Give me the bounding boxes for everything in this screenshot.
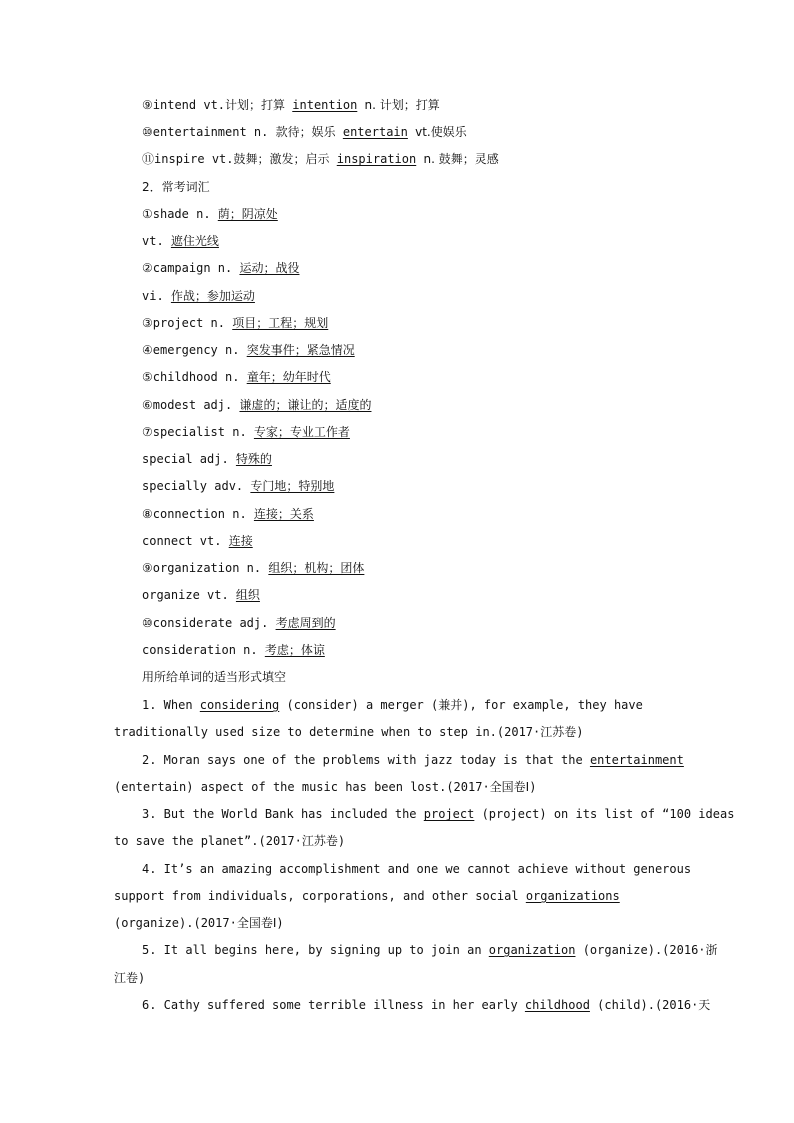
exercise-3: 3. But the World Bank has included the project (project) on its list of “100 ideas [142, 807, 735, 821]
answer-blank: 谦虚的；谦让的；适度的 [239, 398, 372, 412]
entry-prefix: ⑨organization n. [142, 561, 269, 575]
exercise-5: 5. It all begins here, by signing up to join an organization (organize).(2016·浙 [142, 943, 718, 957]
entry-prefix: connect vt. [142, 534, 229, 548]
derived-meaning: n. 鼓舞；灵感 [423, 152, 499, 166]
exercise-2: 2. Moran says one of the problems with jazz today is that the entertainment [142, 753, 684, 767]
entry-word: intend vt. [152, 98, 226, 112]
entry-prefix: ⑦specialist n. [142, 425, 254, 439]
vocab-entry [142, 287, 255, 305]
exercise-1: 1. When considering (consider) a merger (兼并), for example, they have [142, 698, 643, 712]
entry-number: ⑪ [142, 152, 155, 166]
answer-blank: 考虑周到的 [275, 616, 336, 630]
entry-meaning: 计划；打算 [225, 98, 286, 112]
entry-prefix: ③project n. [142, 316, 233, 330]
entry-prefix: vt. [142, 234, 171, 248]
entry-prefix: ④emergency n. [142, 343, 247, 357]
entry-prefix: specially adv. [142, 479, 251, 493]
answer-blank: 考虑；体谅 [264, 643, 325, 657]
entry-prefix: ②campaign n. [142, 261, 240, 275]
vocab-entry [142, 205, 278, 223]
vocab-entry [142, 368, 331, 386]
exercise-2-cont: (entertain) aspect of the music has been lost.(2017·全国卷Ⅰ) [114, 780, 537, 794]
answer-blank: organization [488, 943, 576, 957]
exercise-heading: 用所给单词的适当形式填空 [142, 670, 287, 684]
answer-blank: 突发事件；紧急情况 [246, 343, 355, 357]
answer-blank: organizations [525, 889, 620, 903]
answer-blank: 连接 [228, 534, 253, 548]
vocab-entry [142, 505, 314, 523]
exercise-4: 4. It’s an amazing accomplishment and one we cannot achieve without generous [142, 862, 692, 876]
answer-blank: 作战；参加运动 [170, 289, 255, 303]
answer-blank: inspiration [336, 152, 417, 166]
answer-blank: 遮住光线 [170, 234, 219, 248]
answer-blank: 组织 [235, 588, 260, 602]
exercise-1-cont: traditionally used size to determine when to step in.(2017·江苏卷) [114, 725, 584, 739]
vocab-entry [142, 559, 364, 577]
answer-blank: 项目；工程；规划 [232, 316, 329, 330]
vocab-entry [142, 450, 272, 468]
exercise-5-cont: 江卷) [114, 971, 146, 985]
entry-prefix: ⑤childhood n. [142, 370, 247, 384]
entry-number: ⑨ [142, 98, 153, 112]
answer-blank: considering [199, 698, 280, 712]
vocab-entry [142, 259, 299, 277]
vocab-entry [142, 150, 499, 168]
entry-meaning: 鼓舞；激发；启示 [233, 152, 330, 166]
entry-prefix: ⑩considerate adj. [142, 616, 276, 630]
vocab-entry [142, 341, 355, 359]
exercise-4-cont: support from individuals, corporations, and other social organizations [114, 889, 620, 903]
vocab-entry [142, 123, 467, 141]
entry-number: ⑩ [142, 125, 153, 139]
vocab-entry [142, 314, 328, 332]
vocab-entry [142, 396, 371, 414]
entry-prefix: special adj. [142, 452, 236, 466]
answer-blank: 连接；关系 [253, 507, 314, 521]
vocab-entry [142, 532, 253, 550]
vocab-entry [142, 477, 334, 495]
exercise-3-cont: to save the planet”.(2017·江苏卷) [114, 834, 346, 848]
answer-blank: 专门地；特别地 [250, 479, 335, 493]
vocab-entry [142, 232, 219, 250]
entry-prefix: ⑥modest adj. [142, 398, 240, 412]
entry-prefix: consideration n. [142, 643, 265, 657]
entry-word: inspire vt. [154, 152, 234, 166]
answer-blank: 特殊的 [235, 452, 272, 466]
entry-meaning: 款待；娱乐 [275, 125, 336, 139]
answer-blank: 童年；幼年时代 [246, 370, 331, 384]
vocab-entry [142, 586, 260, 604]
exercise-4-cont: (organize).(2017·全国卷Ⅰ) [114, 916, 284, 930]
entry-prefix: vi. [142, 289, 171, 303]
derived-meaning: n. 计划；打算 [364, 98, 440, 112]
answer-blank: project [423, 807, 475, 821]
answer-blank: childhood [524, 998, 590, 1012]
answer-blank: 组织；机构；团体 [268, 561, 365, 575]
answer-blank: entertainment [589, 753, 684, 767]
answer-blank: 运动；战役 [239, 261, 300, 275]
answer-blank: 专家；专业工作者 [253, 425, 350, 439]
vocab-entry [142, 614, 336, 632]
entry-word: entertainment n. [152, 125, 269, 139]
answer-blank: 荫；阴凉处 [217, 207, 278, 221]
vocab-entry [142, 641, 325, 659]
entry-prefix: ①shade n. [142, 207, 218, 221]
answer-blank: intention [292, 98, 358, 112]
section-heading: 2．常考词汇 [142, 180, 210, 194]
answer-blank: entertain [342, 125, 408, 139]
derived-meaning: vt.使娱乐 [415, 125, 467, 139]
vocab-entry [142, 423, 350, 441]
vocab-entry [142, 96, 440, 114]
entry-prefix: organize vt. [142, 588, 236, 602]
entry-prefix: ⑧connection n. [142, 507, 254, 521]
exercise-6: 6. Cathy suffered some terrible illness in her early childhood (child).(2016·天 [142, 998, 711, 1012]
